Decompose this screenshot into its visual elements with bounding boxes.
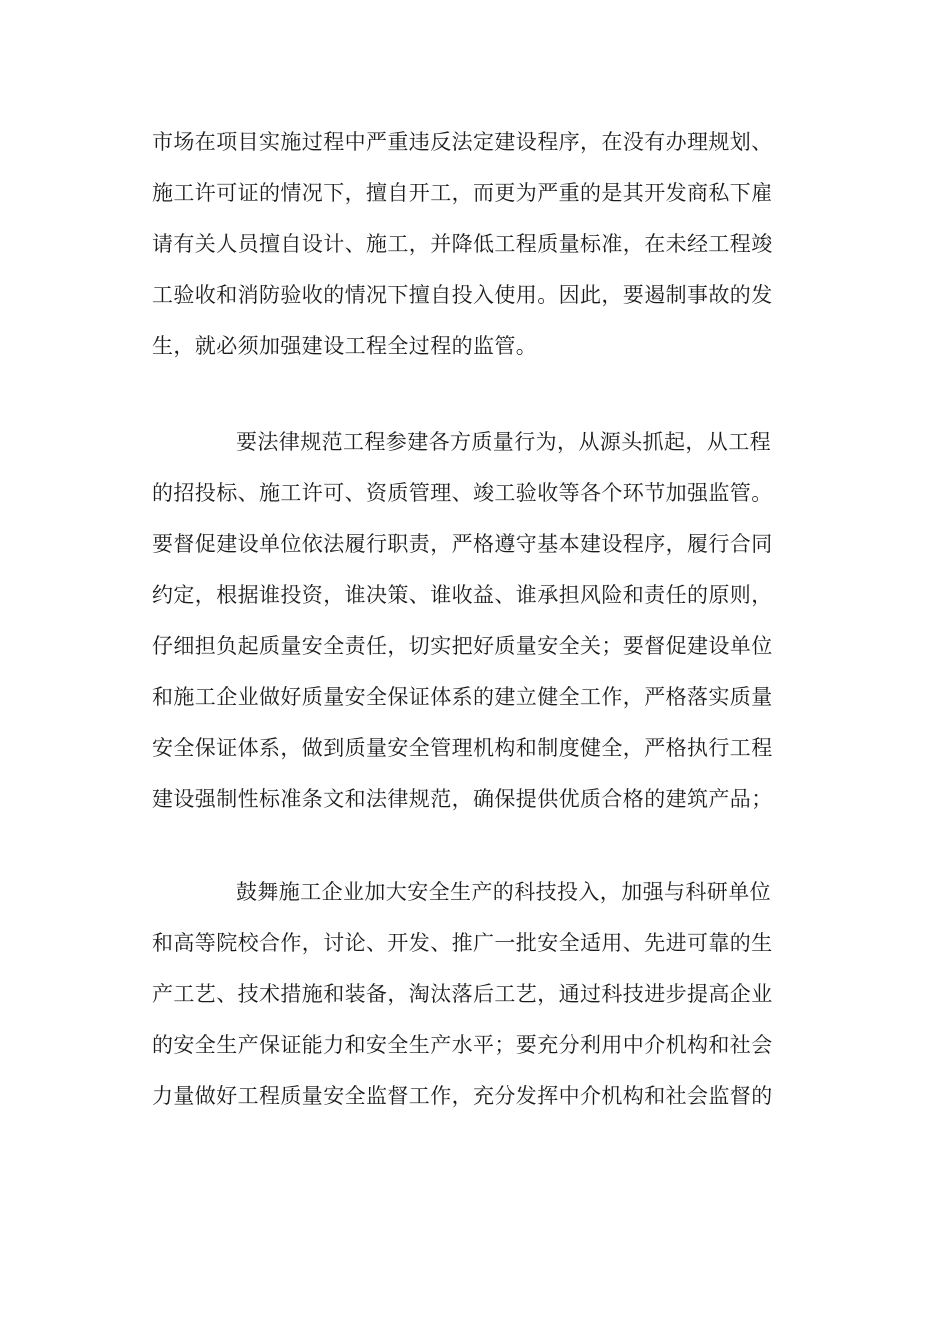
paragraph-1: [152, 117, 802, 372]
paragraph-line: 工验收和消防验收的情况下擅自投入使用。因此，要遏制事故的发: [152, 283, 773, 307]
paragraph-line: 约定，根据谁投资，谁决策、谁收益、谁承担风险和责任的原则，: [152, 583, 773, 607]
paragraph-2: [152, 417, 802, 825]
paragraph-line: 安全保证体系，做到质量安全管理机构和制度健全，严格执行工程: [152, 736, 773, 760]
paragraph-line: 要法律规范工程参建各方质量行为，从源头抓起，从工程: [236, 430, 771, 454]
paragraph-line: 力量做好工程质量安全监督工作，充分发挥中介机构和社会监督的: [152, 1084, 773, 1108]
paragraph-line: 产工艺、技术措施和装备，淘汰落后工艺，通过科技进步提高企业: [152, 982, 773, 1006]
paragraph-line: 施工许可证的情况下，擅自开工，而更为严重的是其开发商私下雇: [152, 181, 773, 205]
paragraph-3: [152, 867, 802, 1122]
paragraph-line: 生，就必须加强建设工程全过程的监管。: [152, 334, 538, 358]
paragraph-line: 请有关人员擅自设计、施工，并降低工程质量标准，在未经工程竣: [152, 232, 773, 256]
paragraph-line: 仔细担负起质量安全责任，切实把好质量安全关；要督促建设单位: [152, 634, 773, 658]
paragraph-line: 要督促建设单位依法履行职责，严格遵守基本建设程序，履行合同: [152, 532, 773, 556]
paragraph-line: 市场在项目实施过程中严重违反法定建设程序，在没有办理规划、: [152, 130, 773, 154]
paragraph-line: 和施工企业做好质量安全保证体系的建立健全工作，严格落实质量: [152, 685, 773, 709]
paragraph-line: 鼓舞施工企业加大安全生产的科技投入，加强与科研单位: [236, 880, 771, 904]
paragraph-line: 的招投标、施工许可、资质管理、竣工验收等各个环节加强监管。: [152, 481, 773, 505]
paragraph-line: 和高等院校合作，讨论、开发、推广一批安全适用、先进可靠的生: [152, 931, 773, 955]
paragraph-line: 的安全生产保证能力和安全生产水平；要充分利用中介机构和社会: [152, 1033, 773, 1057]
paragraph-line: 建设强制性标准条文和法律规范，确保提供优质合格的建筑产品；: [152, 787, 773, 811]
